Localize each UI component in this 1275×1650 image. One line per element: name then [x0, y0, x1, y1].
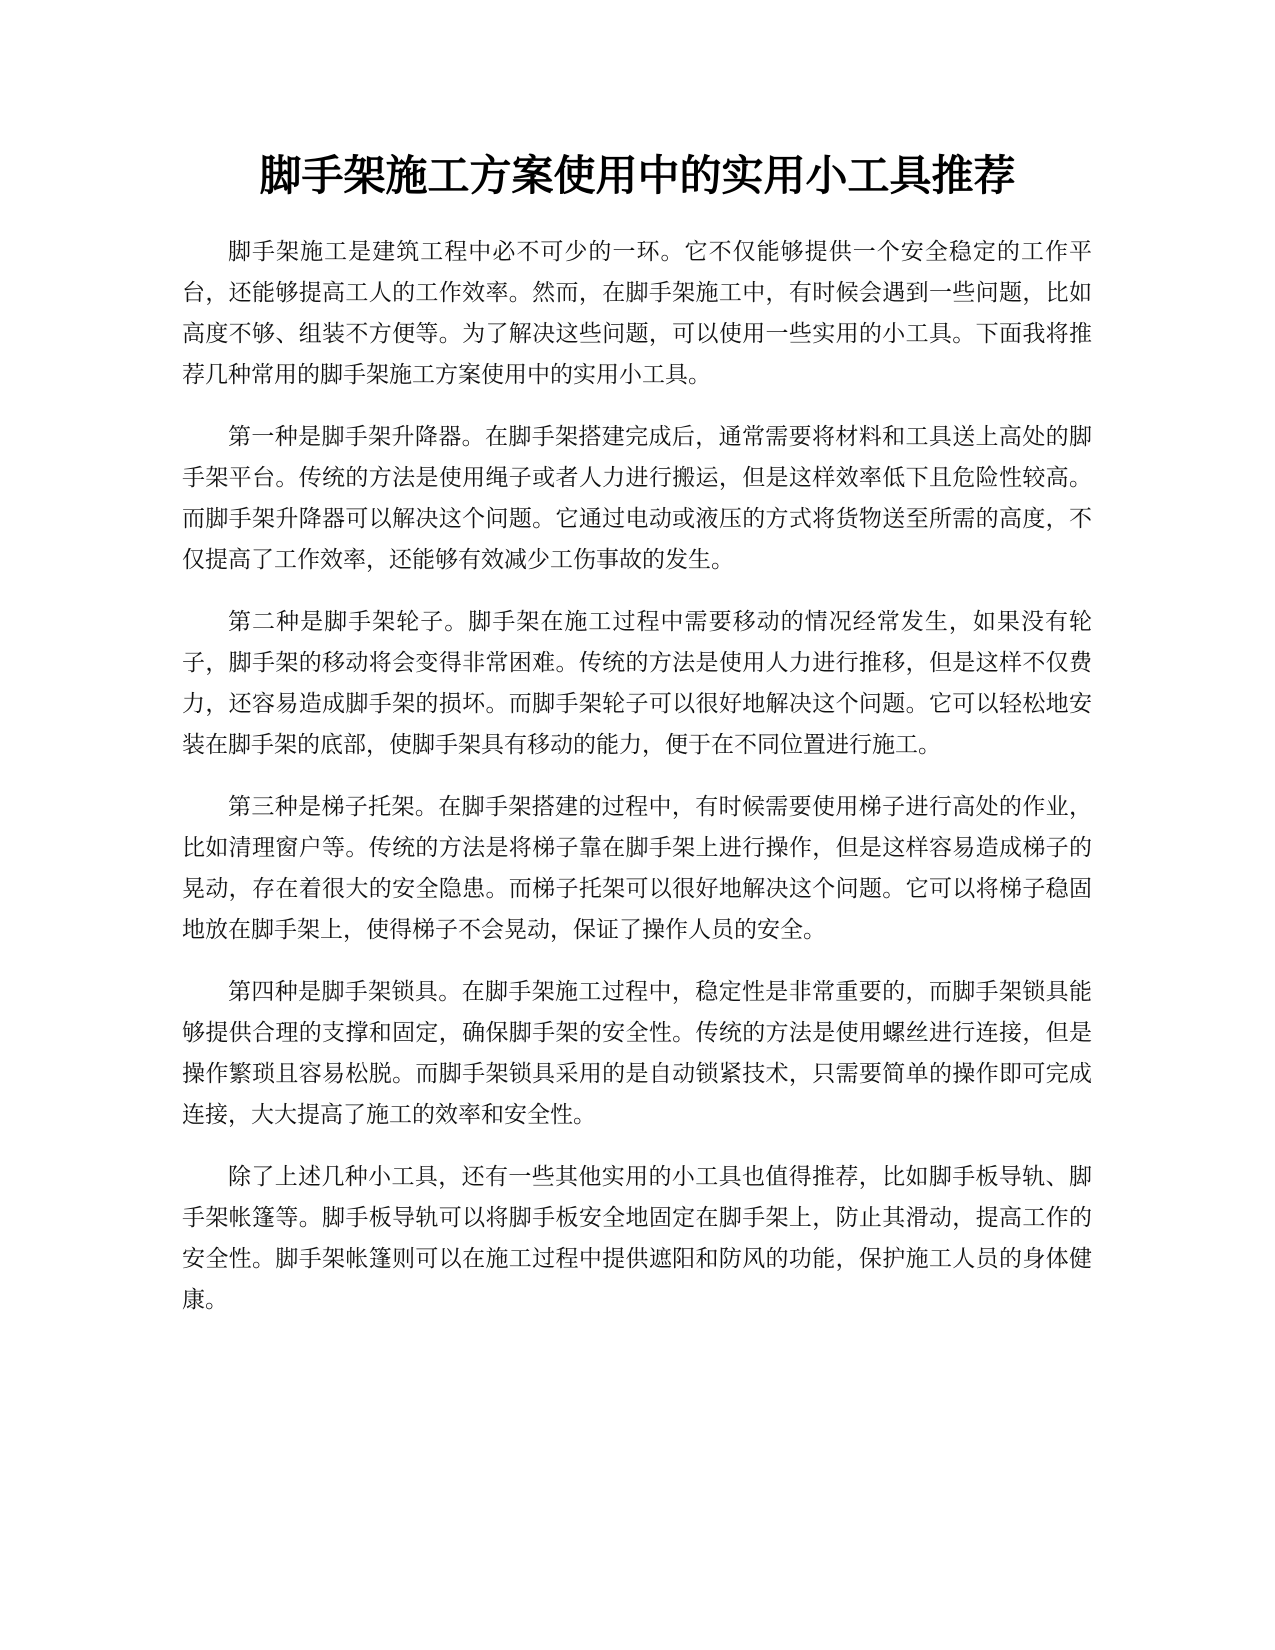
document-title: 脚手架施工方案使用中的实用小工具推荐	[259, 151, 1016, 200]
paragraph-tool-lock: 第四种是脚手架锁具。在脚手架施工过程中，稳定性是非常重要的，而脚手架锁具能够提供合理的支撑和固定，确保脚手架的安全性。传统的方法是使用螺丝进行连接，但是操作繁琐且容易松脱。而脚手架锁具采用的是自动锁紧技术，只需要简单的操作即可完成连接，大大提高了施工的效率和安全性。	[182, 979, 1092, 1128]
paragraph-tool-lifter: 第一种是脚手架升降器。在脚手架搭建完成后，通常需要将材料和工具送上高处的脚手架平台。传统的方法是使用绳子或者人力进行搬运，但是这样效率低下且危险性较高。而脚手架升降器可以解决这个问题。它通过电动或液压的方式将货物送至所需的高度，不仅提高了工作效率，还能够有效减少工伤事故的发生。	[182, 424, 1092, 573]
paragraph-other-tools: 除了上述几种小工具，还有一些其他实用的小工具也值得推荐，比如脚手板导轨、脚手架帐篷等。脚手板导轨可以将脚手板安全地固定在脚手架上，防止其滑动，提高工作的安全性。脚手架帐篷则可以在施工过程中提供遮阳和防风的功能，保护施工人员的身体健康。	[182, 1164, 1092, 1313]
paragraph-intro: 脚手架施工是建筑工程中必不可少的一环。它不仅能够提供一个安全稳定的工作平台，还能够提高工人的工作效率。然而，在脚手架施工中，有时候会遇到一些问题，比如高度不够、组装不方便等。为了解决这些问题，可以使用一些实用的小工具。下面我将推荐几种常用的脚手架施工方案使用中的实用小工具。	[182, 239, 1092, 388]
document-body	[182, 232, 1092, 1342]
paragraph-tool-wheels: 第二种是脚手架轮子。脚手架在施工过程中需要移动的情况经常发生，如果没有轮子，脚手架的移动将会变得非常困难。传统的方法是使用人力进行推移，但是这样不仅费力，还容易造成脚手架的损坏。而脚手架轮子可以很好地解决这个问题。它可以轻松地安装在脚手架的底部，使脚手架具有移动的能力，便于在不同位置进行施工。	[182, 609, 1092, 758]
paragraph-tool-ladder-bracket: 第三种是梯子托架。在脚手架搭建的过程中，有时候需要使用梯子进行高处的作业，比如清理窗户等。传统的方法是将梯子靠在脚手架上进行操作，但是这样容易造成梯子的晃动，存在着很大的安全隐患。而梯子托架可以很好地解决这个问题。它可以将梯子稳固地放在脚手架上，使得梯子不会晃动，保证了操作人员的安全。	[182, 794, 1092, 943]
